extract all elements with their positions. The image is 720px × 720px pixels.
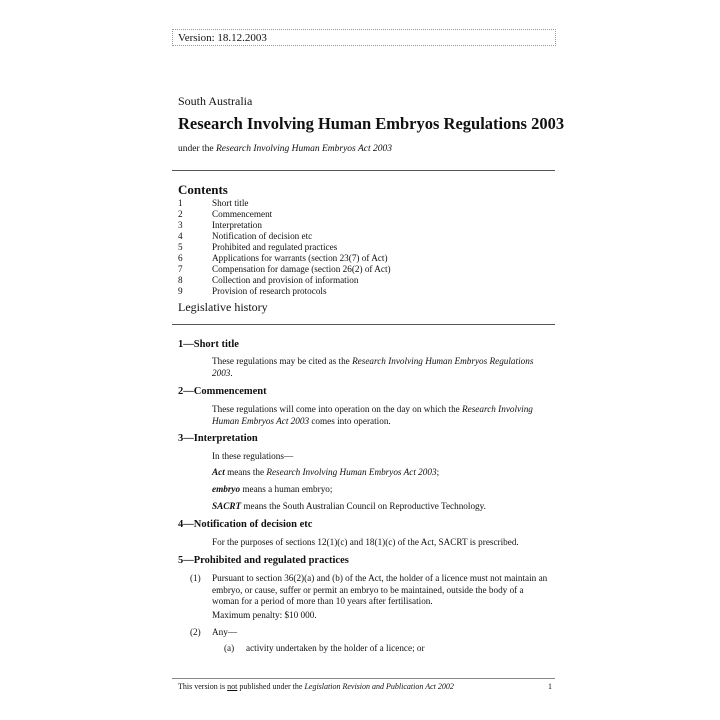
- toc-item-number: 1: [178, 198, 183, 208]
- toc-item-number: 6: [178, 253, 183, 263]
- section-1-text-c: .: [230, 367, 233, 378]
- under-act-line: [178, 144, 392, 154]
- definition-embryo-term: embryo: [212, 484, 241, 494]
- section-3-intro: In these regulations—: [212, 451, 294, 461]
- toc-item-label: Compensation for damage (section 26(2) of Act): [212, 264, 391, 274]
- subsection-2-text: Any—: [212, 627, 238, 637]
- toc-item[interactable]: [178, 220, 558, 231]
- page-number: 1: [548, 682, 552, 691]
- toc-item[interactable]: [178, 286, 558, 297]
- definition-act: [212, 467, 552, 479]
- section-4-heading: 4—Notification of decision etc: [178, 519, 313, 530]
- definition-sacrt-term: SACRT: [212, 501, 242, 511]
- footer-middle: published under the: [237, 682, 305, 691]
- jurisdiction: South Australia: [178, 94, 253, 108]
- section-1-text-a: These regulations may be cited as the: [212, 356, 353, 366]
- toc-item[interactable]: [178, 253, 558, 264]
- section-1-text: [212, 356, 552, 379]
- definition-act-term: Act: [212, 467, 225, 477]
- paragraph-a-text: activity undertaken by the holder of a licence; or: [246, 643, 425, 653]
- footer-not: not: [227, 682, 238, 691]
- section-2-text: [212, 404, 552, 427]
- toc-item[interactable]: [178, 275, 558, 286]
- section-2-heading: 2—Commencement: [178, 386, 267, 397]
- table-of-contents: [178, 198, 558, 297]
- penalty-text: Maximum penalty: $10 000.: [212, 610, 317, 620]
- toc-item[interactable]: [178, 231, 558, 242]
- toc-item[interactable]: [178, 198, 558, 209]
- section-2-text-c: comes into operation.: [309, 415, 391, 426]
- toc-item-label: Short title: [212, 198, 249, 208]
- section-4-text: For the purposes of sections 12(1)(c) and 18(1)(c) of the Act, SACRT is prescribed.: [212, 537, 519, 547]
- toc-item-number: 4: [178, 231, 183, 241]
- toc-item-label: Commencement: [212, 209, 273, 219]
- definition-act-a: means the: [224, 467, 267, 477]
- toc-item-label: Provision of research protocols: [212, 286, 327, 296]
- definition-sacrt-a: means the South Australian Council on Reproductive Technology.: [241, 501, 486, 511]
- footer-note: [178, 682, 454, 691]
- toc-item[interactable]: [178, 242, 558, 253]
- section-2-text-b: Research Involving Human Embryos Act 2003: [212, 404, 533, 426]
- toc-item-number: 3: [178, 220, 183, 230]
- section-3-heading: 3—Interpretation: [178, 433, 258, 444]
- section-1-text-b: Research Involving Human Embryos Regulations 2003: [212, 356, 534, 378]
- version-label: Version: 18.12.2003: [178, 32, 267, 44]
- divider-contents: [172, 324, 555, 325]
- toc-item-number: 5: [178, 242, 183, 252]
- toc-item-label: Interpretation: [212, 220, 262, 230]
- toc-item[interactable]: [178, 209, 558, 220]
- divider-top: [172, 170, 555, 171]
- definition-act-b: Research Involving Human Embryos Act 2003: [266, 467, 437, 477]
- toc-item-label: Notification of decision etc: [212, 231, 313, 241]
- contents-heading: Contents: [178, 182, 228, 197]
- toc-item-number: 9: [178, 286, 183, 296]
- subsection-1-number: (1): [190, 573, 201, 583]
- subsection-2-number: (2): [190, 627, 201, 637]
- paragraph-a-number: (a): [224, 643, 235, 653]
- document-title: Research Involving Human Embryos Regulations 2003: [178, 114, 565, 133]
- toc-item-label: Collection and provision of information: [212, 275, 359, 285]
- definition-embryo-a: means a human embryo;: [240, 484, 333, 494]
- under-act-name: Research Involving Human Embryos Act 2003: [216, 144, 392, 154]
- subsection-1-text: Pursuant to section 36(2)(a) and (b) of the Act, the holder of a licence must not maintain an embryo, or cause, suffer or permit an embryo to be maintained, outside the body of a woman for a period of more than 10 years after fertilisation.: [212, 573, 548, 606]
- section-5-heading: 5—Prohibited and regulated practices: [178, 555, 349, 566]
- definition-sacrt: [212, 501, 552, 513]
- version-box: [172, 29, 556, 46]
- section-1-heading: 1—Short title: [178, 339, 239, 350]
- legislative-history-link[interactable]: Legislative history: [178, 300, 268, 314]
- footer-act-name: Legislation Revision and Publication Act 2002: [304, 682, 454, 691]
- footer-prefix: This version is: [178, 682, 228, 691]
- section-2-text-a: These regulations will come into operation on the day on which the: [212, 404, 463, 414]
- footer-divider: [172, 678, 555, 679]
- definition-act-c: ;: [436, 467, 440, 477]
- definition-embryo: [212, 484, 552, 496]
- toc-item-number: 8: [178, 275, 183, 285]
- toc-item-number: 2: [178, 209, 183, 219]
- toc-item-number: 7: [178, 264, 183, 274]
- toc-item-label: Prohibited and regulated practices: [212, 242, 338, 252]
- under-prefix: under the: [178, 144, 216, 154]
- toc-item[interactable]: [178, 264, 558, 275]
- toc-item-label: Applications for warrants (section 23(7) of Act): [212, 253, 388, 263]
